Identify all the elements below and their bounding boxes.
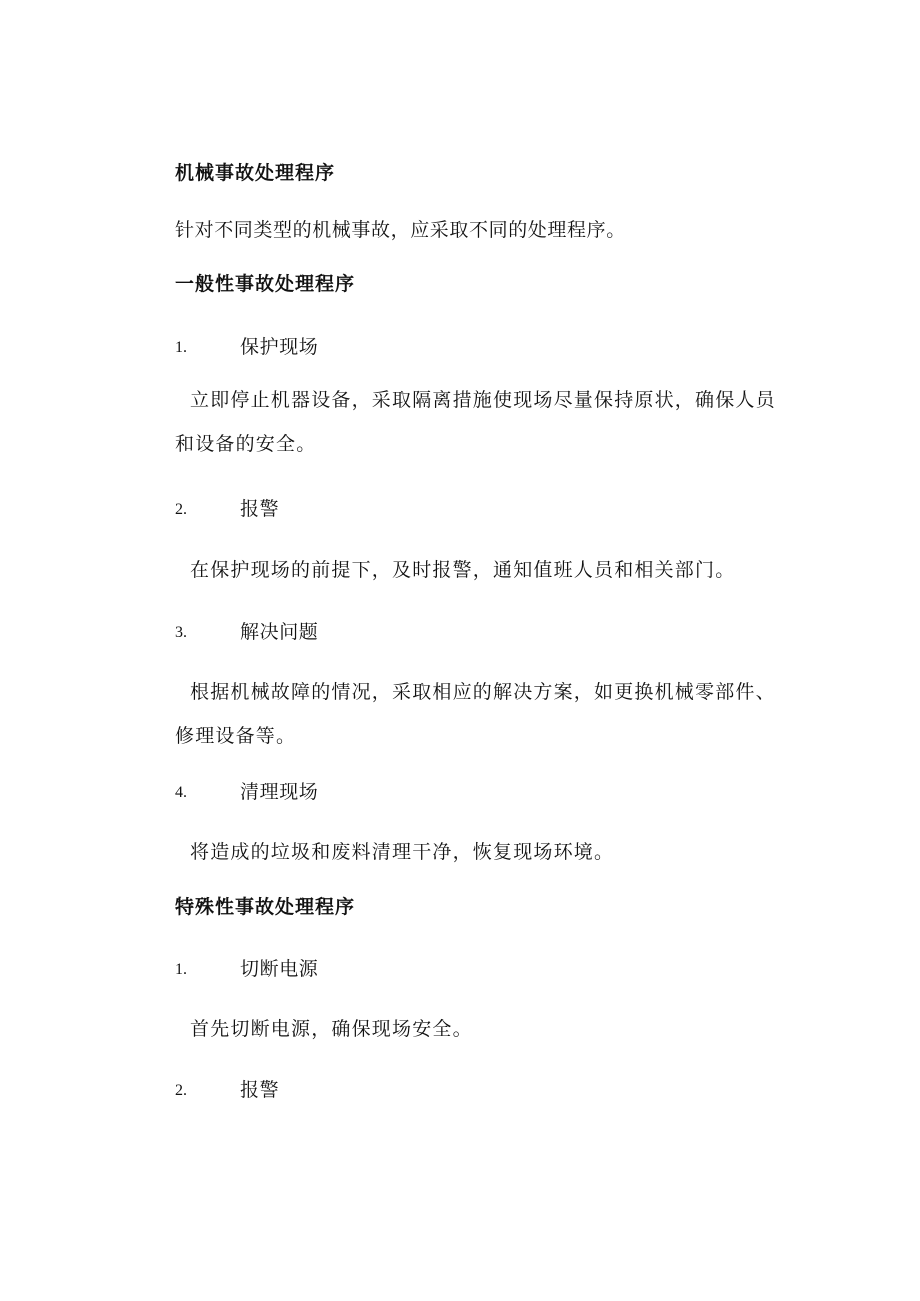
item-title: 清理现场 <box>240 781 319 803</box>
item-number: 2. <box>175 1082 187 1099</box>
item-title: 切断电源 <box>240 958 319 980</box>
item-title: 报警 <box>240 1079 280 1101</box>
item-number: 4. <box>175 784 187 801</box>
item-number: 1. <box>175 961 187 978</box>
section-heading-general: 一般性事故处理程序 <box>175 273 356 295</box>
item-body: 立即停止机器设备，采取隔离措施使现场尽量保持原状，确保人员和设备的安全。 <box>175 389 776 455</box>
intro-paragraph: 针对不同类型的机械事故，应采取不同的处理程序。 <box>175 219 626 241</box>
item-title: 解决问题 <box>240 621 319 643</box>
item-number: 1. <box>175 339 187 356</box>
item-body: 根据机械故障的情况，采取相应的解决方案，如更换机械零部件、修理设备等。 <box>175 681 776 747</box>
item-number: 2. <box>175 501 187 518</box>
item-title: 报警 <box>240 498 280 520</box>
item-number: 3. <box>175 624 187 641</box>
item-body: 将造成的垃圾和废料清理干净，恢复现场环境。 <box>190 841 615 863</box>
item-body: 在保护现场的前提下，及时报警，通知值班人员和相关部门。 <box>190 559 736 581</box>
section-heading-special: 特殊性事故处理程序 <box>175 896 356 918</box>
item-title: 保护现场 <box>240 336 319 358</box>
doc-title: 机械事故处理程序 <box>175 162 336 184</box>
item-body: 首先切断电源，确保现场安全。 <box>190 1018 473 1040</box>
